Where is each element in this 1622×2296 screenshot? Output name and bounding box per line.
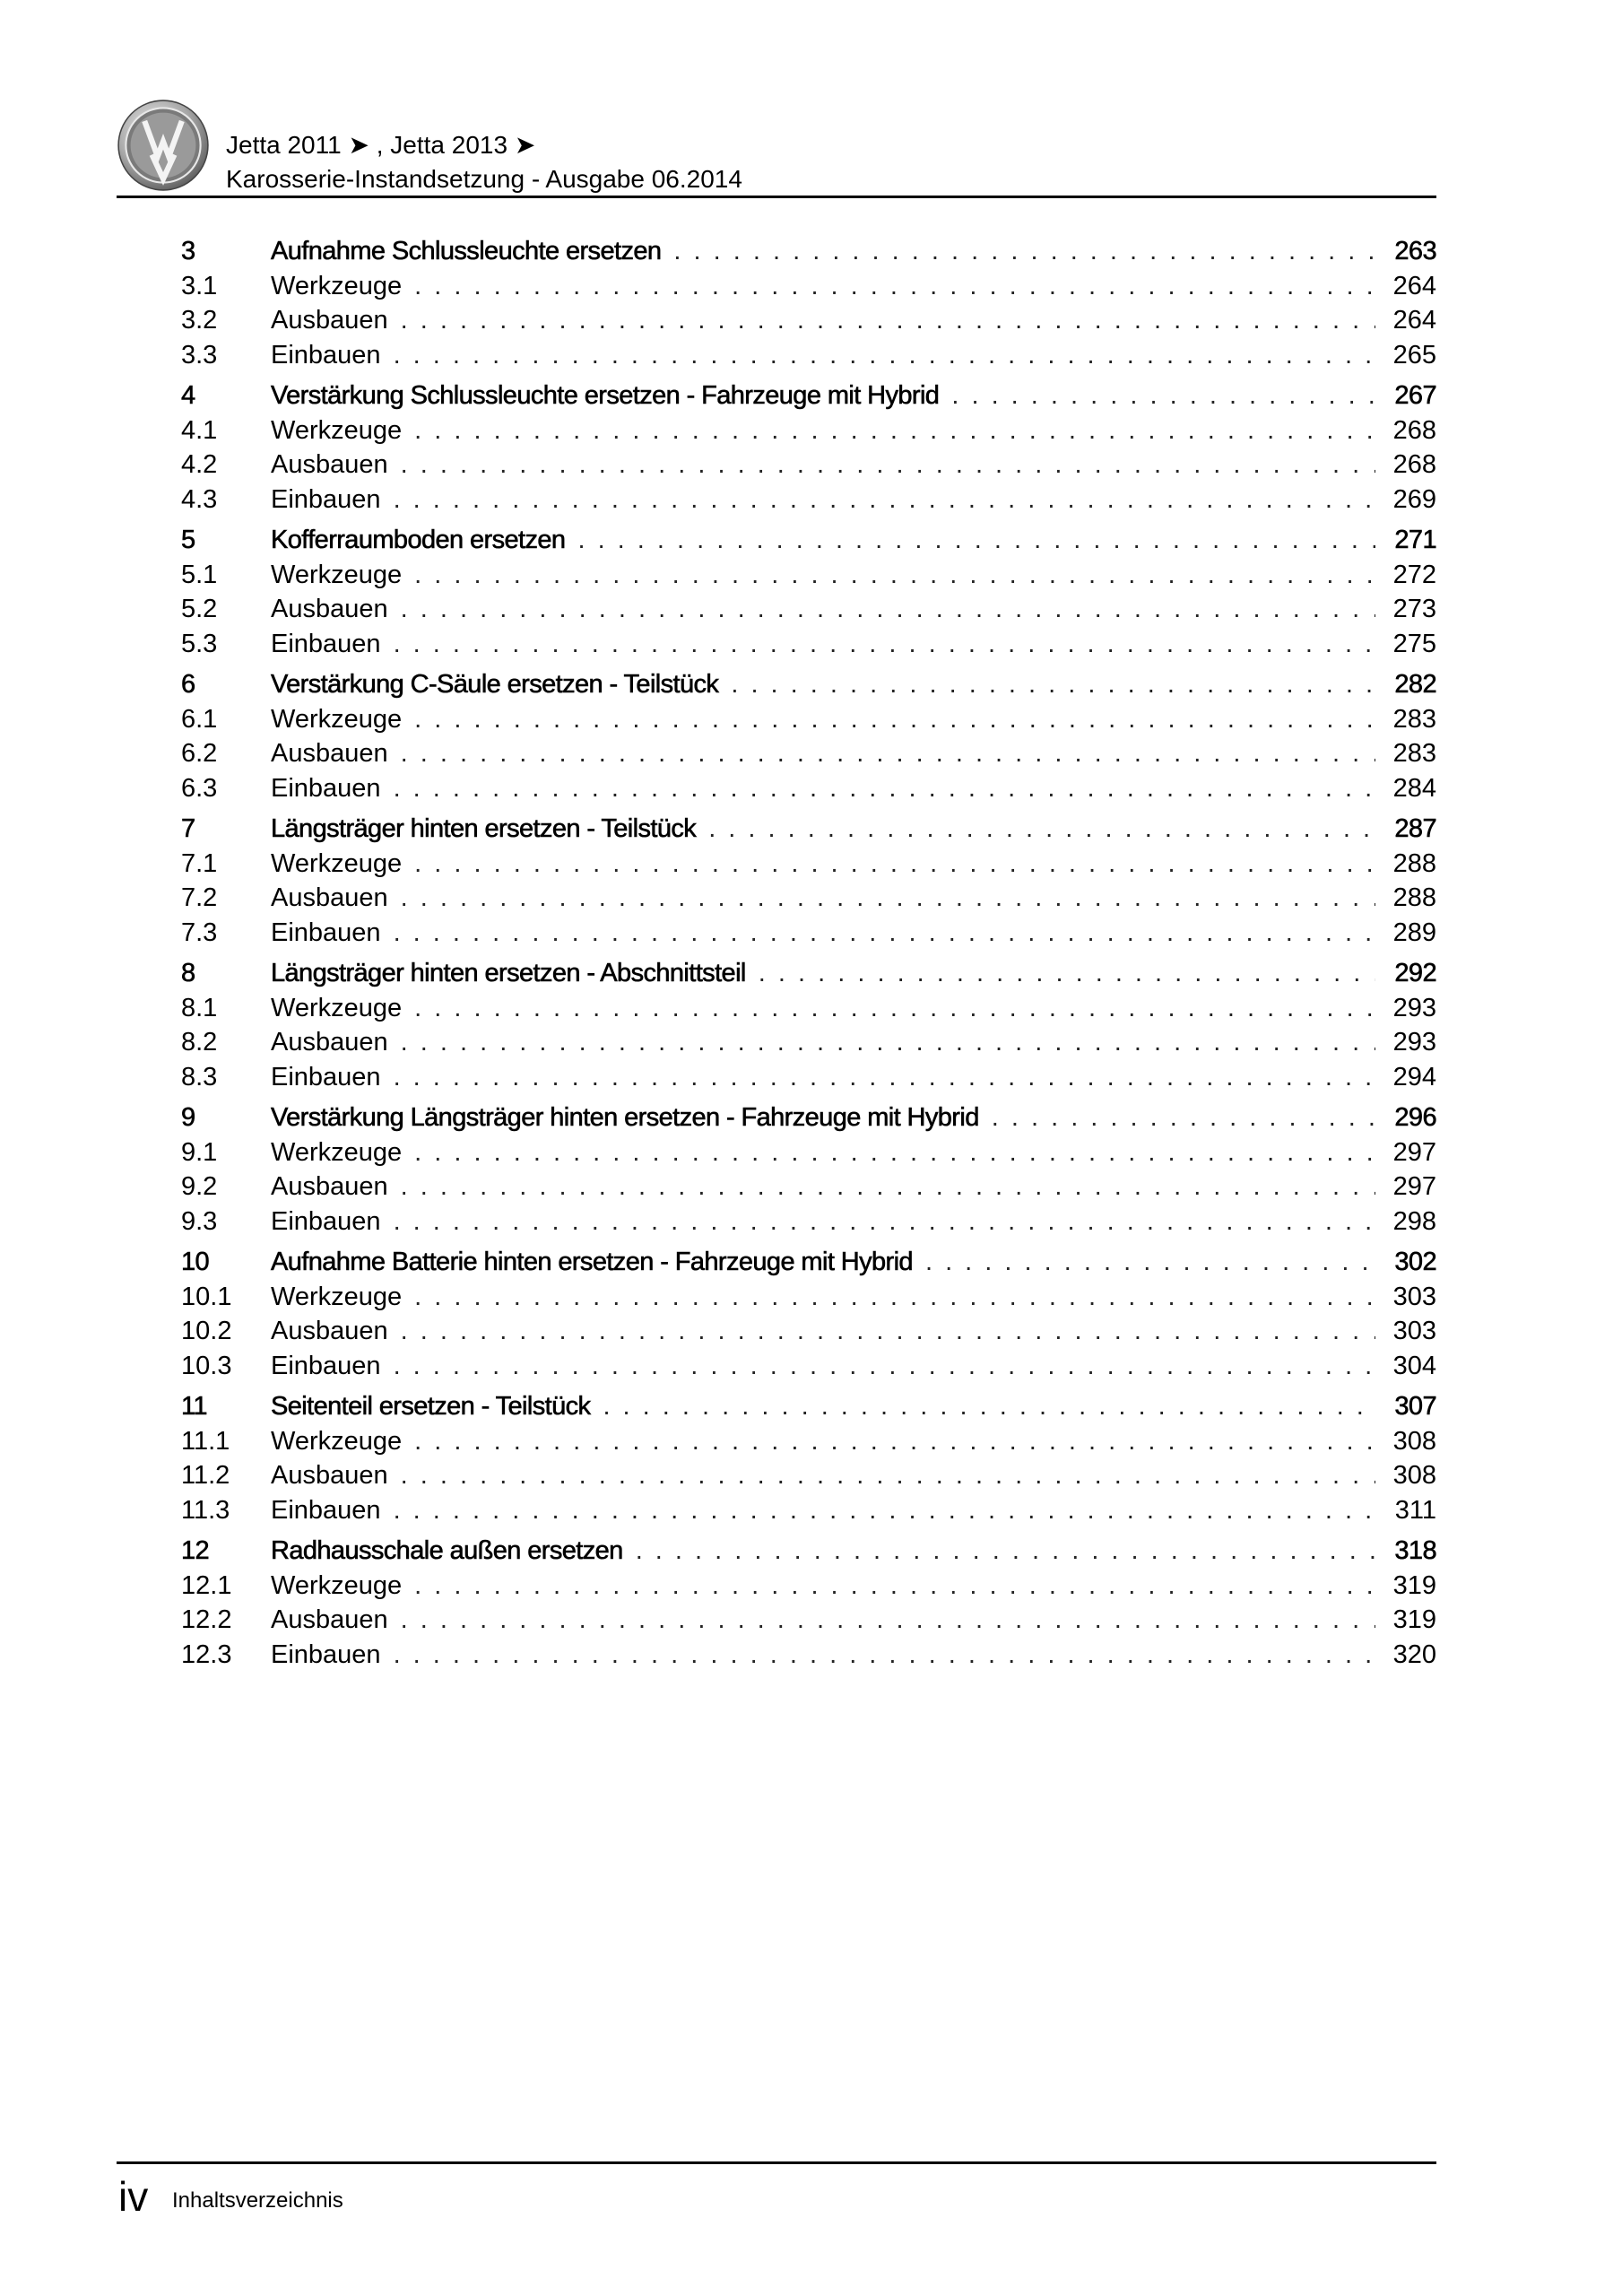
toc-number: 6.2 <box>181 739 218 768</box>
toc-entry-sub[interactable] <box>181 450 1436 485</box>
toc-title: Verstärkung C-Säule ersetzen - Teilstück <box>271 670 719 699</box>
toc-leader <box>414 1427 1375 1457</box>
header-title: Jetta 2011 ➤ , Jetta 2013 ➤ <box>226 131 536 159</box>
toc-number: 3.3 <box>181 340 218 370</box>
toc-page: 284 <box>1392 773 1436 803</box>
toc-page: 293 <box>1392 1028 1436 1057</box>
toc-section <box>181 526 1436 664</box>
toc-entry-sub[interactable] <box>181 630 1436 665</box>
toc-leader <box>401 595 1375 624</box>
toc-leader <box>401 883 1375 913</box>
toc-title: Aufnahme Batterie hinten ersetzen - Fahrzeuge mit Hybrid <box>271 1248 913 1276</box>
toc-entry-sub[interactable] <box>181 994 1436 1029</box>
toc-leader <box>414 994 1375 1023</box>
toc-page: 265 <box>1392 340 1436 370</box>
toc-title: Ausbauen <box>271 1172 388 1201</box>
toc-title: Einbauen <box>271 484 381 514</box>
toc-leader <box>401 1172 1375 1202</box>
toc-page: 287 <box>1394 814 1436 843</box>
toc-page: 297 <box>1392 1137 1436 1167</box>
toc-leader <box>394 1496 1375 1526</box>
toc-leader <box>394 1063 1375 1092</box>
toc-section <box>181 1392 1436 1530</box>
toc-title: Werkzeuge <box>271 1282 403 1311</box>
toc-page: 307 <box>1394 1392 1436 1421</box>
toc-entry-main[interactable] <box>181 1392 1436 1427</box>
toc-entry-sub[interactable] <box>181 306 1436 341</box>
toc-leader <box>394 774 1375 804</box>
toc-section <box>181 670 1436 808</box>
footer-label: Inhaltsverzeichnis <box>172 2188 343 2213</box>
toc-entry-sub[interactable] <box>181 849 1436 884</box>
toc-entry-sub[interactable] <box>181 1427 1436 1462</box>
toc-title: Werkzeuge <box>271 415 403 445</box>
toc-page: 319 <box>1392 1570 1436 1600</box>
toc-title: Einbauen <box>271 629 381 658</box>
toc-entry-sub[interactable] <box>181 1172 1436 1207</box>
toc-title: Werkzeuge <box>271 1570 403 1600</box>
toc-page: 308 <box>1392 1461 1436 1490</box>
toc-entry-main[interactable] <box>181 959 1436 994</box>
header-rule <box>117 196 1436 198</box>
toc-entry-main[interactable] <box>181 526 1436 561</box>
toc-section <box>181 381 1436 519</box>
toc-entry-sub[interactable] <box>181 416 1436 451</box>
toc-number: 12.2 <box>181 1605 232 1634</box>
toc-number: 10.2 <box>181 1317 232 1345</box>
toc-entry-sub[interactable] <box>181 1496 1436 1531</box>
toc-number: 5.2 <box>181 595 218 623</box>
toc-page: 289 <box>1392 918 1436 947</box>
toc-leader <box>401 450 1375 480</box>
toc-entry-sub[interactable] <box>181 1640 1436 1675</box>
toc-title: Werkzeuge <box>271 1426 403 1456</box>
toc-page: 273 <box>1392 595 1436 623</box>
toc-number: 10.1 <box>181 1282 232 1311</box>
toc-entry-sub[interactable] <box>181 1461 1436 1496</box>
toc-page: 267 <box>1394 381 1436 410</box>
toc-page: 272 <box>1392 560 1436 589</box>
toc-entry-sub[interactable] <box>181 341 1436 376</box>
toc-title: Ausbauen <box>271 883 388 912</box>
toc-leader <box>394 341 1375 370</box>
toc-number: 7.3 <box>181 918 218 947</box>
toc-page: 263 <box>1394 237 1436 265</box>
toc-title: Verstärkung Längsträger hinten ersetzen - Fahrzeuge mit Hybrid <box>271 1103 979 1132</box>
toc-page: 264 <box>1392 271 1436 300</box>
toc-number: 12 <box>181 1536 210 1565</box>
toc-number: 3.1 <box>181 271 218 300</box>
toc-title: Ausbauen <box>271 739 388 768</box>
toc-entry-main[interactable] <box>181 1103 1436 1138</box>
toc-number: 11.1 <box>181 1426 230 1456</box>
toc-section <box>181 814 1436 952</box>
toc-number: 12.3 <box>181 1639 232 1669</box>
toc-leader <box>401 1317 1375 1346</box>
toc-entry-sub[interactable] <box>181 774 1436 809</box>
toc-page: 275 <box>1392 629 1436 658</box>
toc-number: 11.3 <box>181 1495 230 1525</box>
toc-title: Verstärkung Schlussleuchte ersetzen - Fahrzeuge mit Hybrid <box>271 381 940 410</box>
toc-title: Einbauen <box>271 1351 381 1380</box>
toc-number: 4 <box>181 381 195 410</box>
toc-number: 5 <box>181 526 195 554</box>
toc-section <box>181 1536 1436 1674</box>
toc-leader <box>401 306 1375 335</box>
toc-entry-sub[interactable] <box>181 705 1436 740</box>
toc-title: Ausbauen <box>271 595 388 623</box>
footer-rule <box>117 2161 1436 2164</box>
toc-page: 302 <box>1394 1248 1436 1276</box>
toc-leader <box>414 1138 1375 1168</box>
toc-page: 311 <box>1394 1495 1436 1525</box>
toc-number: 4.3 <box>181 484 218 514</box>
toc-leader <box>951 381 1375 411</box>
toc-entry-sub[interactable] <box>181 1352 1436 1387</box>
toc-entry-main[interactable] <box>181 814 1436 849</box>
toc-leader <box>414 1283 1375 1312</box>
toc-title: Einbauen <box>271 1495 381 1525</box>
toc-number: 7.1 <box>181 848 218 878</box>
toc-page: 304 <box>1392 1351 1436 1380</box>
toc-entry-sub[interactable] <box>181 561 1436 596</box>
toc-title: Längsträger hinten ersetzen - Teilstück <box>271 814 697 843</box>
toc-page: 283 <box>1392 704 1436 734</box>
toc-entry-main[interactable] <box>181 237 1436 272</box>
toc-title: Werkzeuge <box>271 704 403 734</box>
toc-title: Ausbauen <box>271 1461 388 1490</box>
toc-entry-main[interactable] <box>181 1248 1436 1283</box>
toc-number: 10.3 <box>181 1351 232 1380</box>
toc-page: 296 <box>1394 1103 1436 1132</box>
toc-number: 7.2 <box>181 883 218 912</box>
toc-page: 264 <box>1392 306 1436 335</box>
toc-leader <box>401 739 1375 769</box>
toc-leader <box>414 561 1375 590</box>
toc-page: 298 <box>1392 1206 1436 1236</box>
toc-page: 288 <box>1392 848 1436 878</box>
toc-leader <box>673 237 1375 266</box>
toc-page: 271 <box>1394 526 1436 554</box>
toc-title: Einbauen <box>271 773 381 803</box>
toc-leader <box>414 416 1375 446</box>
toc-number: 4.1 <box>181 415 218 445</box>
toc-number: 10 <box>181 1248 210 1276</box>
toc-entry-main[interactable] <box>181 381 1436 416</box>
toc-number: 6.3 <box>181 773 218 803</box>
toc-number: 7 <box>181 814 195 843</box>
toc-title: Einbauen <box>271 340 381 370</box>
toc-page: 303 <box>1392 1317 1436 1345</box>
toc-title: Werkzeuge <box>271 271 403 300</box>
toc-leader <box>394 1640 1375 1670</box>
toc-page: 294 <box>1392 1062 1436 1091</box>
toc-page: 268 <box>1392 450 1436 479</box>
toc-page: 297 <box>1392 1172 1436 1201</box>
toc-number: 8.3 <box>181 1062 218 1091</box>
toc-leader <box>394 1207 1375 1237</box>
footer-page-number: iv <box>118 2173 149 2220</box>
toc-title: Ausbauen <box>271 1605 388 1634</box>
toc-entry-sub[interactable] <box>181 1207 1436 1242</box>
toc-title: Einbauen <box>271 1206 381 1236</box>
toc-leader <box>603 1392 1375 1422</box>
toc-leader <box>394 1352 1375 1381</box>
toc-leader <box>394 630 1375 659</box>
toc-page: 283 <box>1392 739 1436 768</box>
toc-leader <box>414 272 1375 301</box>
toc-title: Werkzeuge <box>271 848 403 878</box>
toc-entry-sub[interactable] <box>181 1063 1436 1098</box>
toc-entry-sub[interactable] <box>181 1028 1436 1063</box>
header-subtitle: Karosserie-Instandsetzung - Ausgabe 06.2014 <box>226 165 742 193</box>
toc-entry-sub[interactable] <box>181 1317 1436 1352</box>
toc-title: Aufnahme Schlussleuchte ersetzen <box>271 237 662 265</box>
toc-number: 9.3 <box>181 1206 218 1236</box>
toc-leader <box>401 1461 1375 1491</box>
toc-page: 320 <box>1392 1639 1436 1669</box>
toc-title: Werkzeuge <box>271 1137 403 1167</box>
toc-number: 9.1 <box>181 1137 218 1167</box>
toc-leader <box>414 849 1375 879</box>
toc-entry-sub[interactable] <box>181 485 1436 520</box>
toc-title: Radhausschale außen ersetzen <box>271 1536 623 1565</box>
toc-entry-sub[interactable] <box>181 1605 1436 1640</box>
toc-number: 4.2 <box>181 450 218 479</box>
toc-entry-sub[interactable] <box>181 1138 1436 1173</box>
toc-entry-sub[interactable] <box>181 918 1436 953</box>
toc-number: 3 <box>181 237 195 265</box>
toc-number: 5.3 <box>181 629 218 658</box>
toc-leader <box>401 1605 1375 1635</box>
toc-leader <box>708 814 1375 844</box>
toc-entry-sub[interactable] <box>181 1283 1436 1318</box>
toc-title: Werkzeuge <box>271 993 403 1022</box>
toc-leader <box>636 1536 1375 1566</box>
toc-entry-sub[interactable] <box>181 595 1436 630</box>
toc-number: 3.2 <box>181 306 218 335</box>
toc-title: Ausbauen <box>271 1317 388 1345</box>
toc-number: 8.1 <box>181 993 218 1022</box>
toc-number: 5.1 <box>181 560 218 589</box>
toc-number: 11.2 <box>181 1461 230 1490</box>
toc-leader <box>759 959 1375 988</box>
toc-number: 6 <box>181 670 195 699</box>
toc-number: 6.1 <box>181 704 218 734</box>
toc-page: 303 <box>1392 1282 1436 1311</box>
toc-title: Einbauen <box>271 1062 381 1091</box>
toc-number: 11 <box>181 1392 207 1421</box>
toc-title: Ausbauen <box>271 306 388 335</box>
toc-number: 8.2 <box>181 1028 218 1057</box>
toc-entry-main[interactable] <box>181 670 1436 705</box>
toc-page: 292 <box>1394 959 1436 987</box>
toc-leader <box>394 485 1375 515</box>
toc-entry-sub[interactable] <box>181 272 1436 307</box>
toc-title: Einbauen <box>271 918 381 947</box>
toc-leader <box>414 705 1375 735</box>
toc-leader <box>414 1571 1375 1601</box>
table-of-contents <box>181 237 1436 1681</box>
toc-page: 308 <box>1392 1426 1436 1456</box>
toc-leader <box>992 1103 1375 1133</box>
toc-number: 9 <box>181 1103 195 1132</box>
toc-page: 319 <box>1392 1605 1436 1634</box>
toc-number: 12.1 <box>181 1570 232 1600</box>
toc-leader <box>394 918 1375 948</box>
vw-logo-icon <box>117 99 210 192</box>
toc-page: 282 <box>1394 670 1436 699</box>
toc-leader <box>577 526 1375 555</box>
toc-page: 293 <box>1392 993 1436 1022</box>
toc-page: 268 <box>1392 415 1436 445</box>
toc-entry-main[interactable] <box>181 1536 1436 1571</box>
toc-leader <box>731 670 1375 700</box>
toc-title: Ausbauen <box>271 450 388 479</box>
toc-entry-sub[interactable] <box>181 883 1436 918</box>
toc-page: 288 <box>1392 883 1436 912</box>
toc-title: Kofferraumboden ersetzen <box>271 526 566 554</box>
toc-page: 269 <box>1392 484 1436 514</box>
toc-page: 318 <box>1394 1536 1436 1565</box>
toc-title: Einbauen <box>271 1639 381 1669</box>
toc-section <box>181 959 1436 1097</box>
toc-leader <box>401 1028 1375 1057</box>
toc-number: 8 <box>181 959 195 987</box>
toc-section <box>181 1248 1436 1386</box>
toc-entry-sub[interactable] <box>181 1571 1436 1606</box>
toc-title: Seitenteil ersetzen - Teilstück <box>271 1392 591 1421</box>
toc-title: Werkzeuge <box>271 560 403 589</box>
toc-number: 9.2 <box>181 1172 218 1201</box>
toc-title: Längsträger hinten ersetzen - Abschnittsteil <box>271 959 746 987</box>
toc-entry-sub[interactable] <box>181 739 1436 774</box>
toc-section <box>181 1103 1436 1241</box>
toc-leader <box>925 1248 1375 1277</box>
toc-title: Ausbauen <box>271 1028 388 1057</box>
toc-section <box>181 237 1436 375</box>
